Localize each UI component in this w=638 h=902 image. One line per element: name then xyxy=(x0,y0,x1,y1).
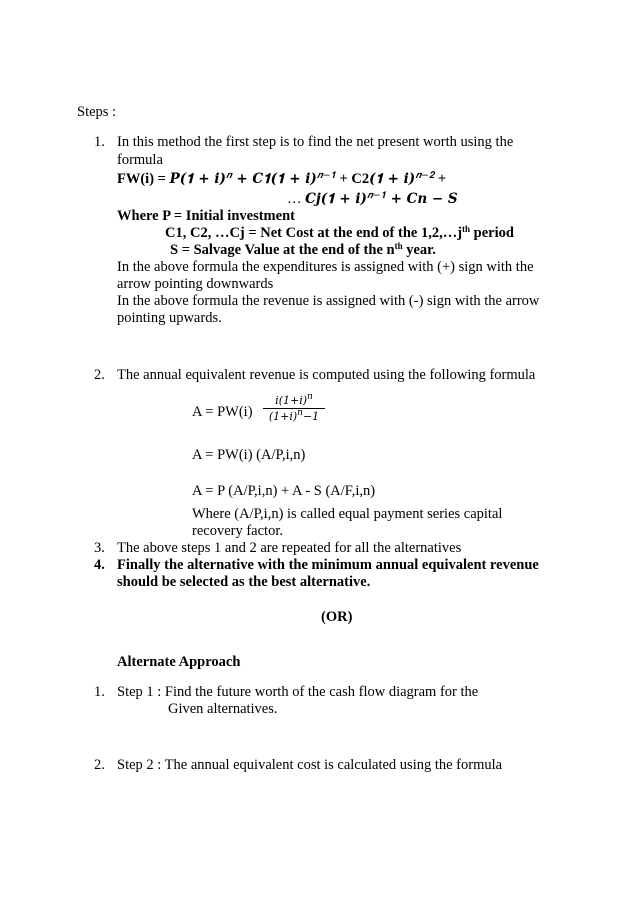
step2-where-2: recovery factor. xyxy=(192,523,283,539)
salvage-sup: th xyxy=(394,241,403,251)
fw-exp-n-1: 𝒏−𝟏 xyxy=(316,170,336,181)
fw-formula-line2 xyxy=(287,191,458,208)
alt2-number: 2. xyxy=(94,757,105,773)
fraction-denominator xyxy=(263,409,325,423)
salvage-tail: year. xyxy=(402,242,436,258)
fw-exp-n-2: 𝒏−𝟐 xyxy=(415,170,435,181)
alternate-approach-title: Alternate Approach xyxy=(117,654,241,670)
steps-heading: Steps : xyxy=(77,104,117,120)
step1-para-2: arrow pointing downwards xyxy=(117,276,274,292)
formula-a1-label: A = PW(i) xyxy=(192,404,253,420)
step2-line1: The annual equivalent revenue is computed using the following formula xyxy=(117,367,536,383)
step3-number: 3. xyxy=(94,540,105,556)
alt1-number: 1. xyxy=(94,684,105,700)
fw-exp-n: 𝒏 xyxy=(225,170,232,181)
fw-plus-3: + xyxy=(434,171,447,187)
or-separator: (OR) xyxy=(321,609,353,625)
denominator-text: (1+𝑖) xyxy=(268,410,298,423)
step1-line1: In this method the first step is to find the net present worth using the xyxy=(117,134,514,150)
salvage-text: S = Salvage Value at the end of the n xyxy=(170,242,395,258)
step4-line1: Finally the alternative with the minimum annual equivalent revenue xyxy=(117,557,539,573)
numerator-text: 𝑖(1+𝑖) xyxy=(275,394,308,407)
step1-para-4: pointing upwards. xyxy=(117,310,222,326)
fw-term-c1: 𝑪𝟏(𝟏 + 𝒊) xyxy=(252,171,317,187)
capital-recovery-fraction xyxy=(263,394,325,423)
fw-plus-1: + xyxy=(231,171,253,187)
alt1-line2: Given alternatives. xyxy=(168,701,278,717)
step3-text: The above steps 1 and 2 are repeated for all the alternatives xyxy=(117,540,462,556)
formula-a2: A = PW(i) (A/P,i,n) xyxy=(192,447,306,463)
step1-line2: formula xyxy=(117,152,163,168)
net-cost-definition xyxy=(165,225,514,242)
step4-number: 4. xyxy=(94,557,105,573)
fw-exp-cj: 𝒏−𝟏 xyxy=(366,190,386,201)
denominator-exp: 𝑛 xyxy=(297,408,303,418)
fw-term-cj: 𝑪𝒋(𝟏 + 𝒊) xyxy=(305,191,367,207)
fw-term-c2: (𝟏 + 𝒊) xyxy=(369,171,416,187)
step1-para-1: In the above formula the expenditures is assigned with (+) sign with the xyxy=(117,259,534,275)
alt2-line1: Step 2 : The annual equivalent cost is calculated using the formula xyxy=(117,757,503,773)
step1-number: 1. xyxy=(94,134,105,150)
formula-a3: A = P (A/P,i,n) + A - S (A/F,i,n) xyxy=(192,483,376,499)
fw-term-cn-s: + 𝑪𝒏 − 𝑺 xyxy=(385,191,458,207)
alt1-line1: Step 1 : Find the future worth of the cash flow diagram for the xyxy=(117,684,479,700)
numerator-exp: 𝑛 xyxy=(307,392,313,402)
fw-plus-c2: + C2 xyxy=(335,171,370,187)
net-cost-sup: th xyxy=(462,224,471,234)
denominator-tail: −1 xyxy=(302,410,320,423)
step2-where-1: Where (A/P,i,n) is called equal payment series capital xyxy=(192,506,503,522)
salvage-definition xyxy=(170,242,436,259)
fw-label: FW(i) = xyxy=(117,171,166,187)
where-initial-investment: Where P = Initial investment xyxy=(117,208,295,224)
step1-para-3: In the above formula the revenue is assigned with (-) sign with the arrow xyxy=(117,293,540,309)
step2-number: 2. xyxy=(94,367,105,383)
fw-dots: … xyxy=(287,191,302,207)
fw-term-p: 𝑷(𝟏 + 𝒊) xyxy=(169,171,226,187)
net-cost-text: C1, C2, …Cj = Net Cost at the end of the 1,2,…j xyxy=(165,225,463,241)
net-cost-tail: period xyxy=(470,225,514,241)
fraction-numerator xyxy=(263,394,325,409)
fw-formula-line1 xyxy=(117,171,446,188)
step4-line2: should be selected as the best alternative. xyxy=(117,574,371,590)
